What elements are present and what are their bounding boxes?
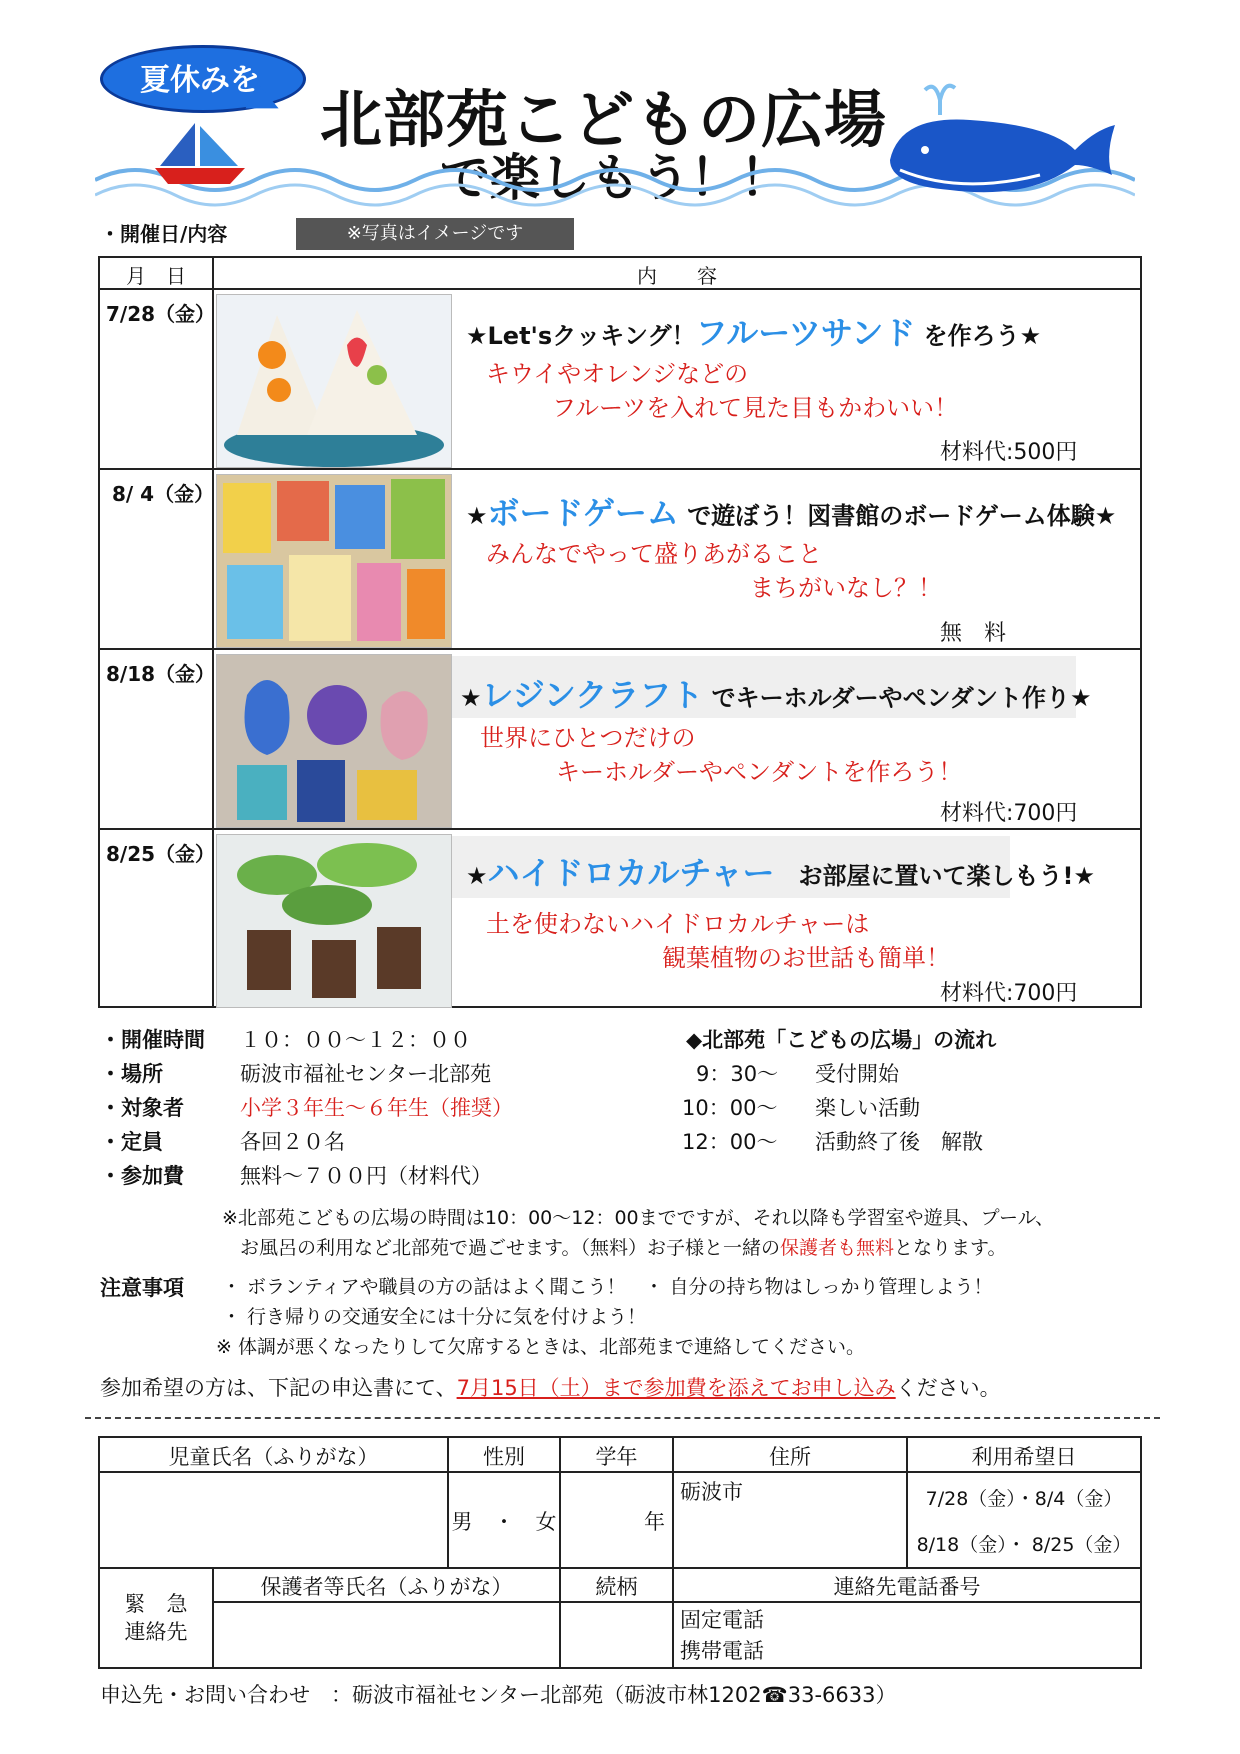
fee-label: ・参加費 xyxy=(100,1164,184,1188)
application-form xyxy=(98,1436,1142,1669)
row-divider xyxy=(100,648,1140,650)
event-desc-line1: 世界にひとつだけの xyxy=(480,724,696,752)
fruit-sandwich-photo xyxy=(216,294,452,468)
gender-label: 性別 xyxy=(483,1445,525,1469)
column-divider xyxy=(212,258,214,1006)
title-highlight: フルーツサンド xyxy=(695,314,916,352)
note-text: お風呂の利用など北部苑で過ごせます。（無料）お子様と一緒の xyxy=(240,1237,780,1259)
photo-note: ※写真はイメージです xyxy=(296,218,574,250)
flow-time: 10：00～ xyxy=(682,1096,778,1120)
col-header-content: 内 容 xyxy=(637,264,717,288)
event-title xyxy=(466,308,1041,354)
title-highlight: ボードゲーム xyxy=(487,494,679,532)
event-desc-line1: みんなでやって盛りあがること xyxy=(486,540,822,568)
event-fee: 材料代:700円 xyxy=(940,981,1078,1006)
target-value: 小学３年生～６年生（推奨） xyxy=(240,1096,513,1120)
flow-text: 活動終了後 解散 xyxy=(815,1130,983,1154)
row-date: 8/25（金） xyxy=(106,842,216,866)
caution-label: 注意事項 xyxy=(100,1276,184,1300)
title-suffix: お部屋に置いて楽しもう!★ xyxy=(774,862,1096,890)
caution-line: ・ 行き帰りの交通安全には十分に気を付けよう！ xyxy=(222,1306,647,1328)
page-subtitle: で楽しもう！！ xyxy=(440,149,790,207)
guardian-name-field[interactable] xyxy=(214,1603,559,1667)
event-title xyxy=(466,848,1095,894)
event-fee: 無 料 xyxy=(940,621,1007,646)
title-prefix: ★ xyxy=(466,502,488,530)
row-date: 8/ 4（金） xyxy=(112,482,215,506)
address-field[interactable]: 砺波市 xyxy=(680,1480,743,1504)
flow-text: 受付開始 xyxy=(815,1062,899,1086)
emergency-label: 連絡先 xyxy=(124,1620,188,1644)
title-prefix: ★ xyxy=(466,862,488,890)
caution-line: ・ ボランティアや職員の方の話はよく聞こう！ ・ 自分の持ち物はしっかり管理しよう！ xyxy=(222,1276,993,1298)
title-prefix: ★ xyxy=(460,684,482,712)
note-text: となります。 xyxy=(894,1237,1007,1259)
row-divider xyxy=(100,468,1140,470)
event-title xyxy=(460,670,1091,716)
event-desc-line1: キウイやオレンジなどの xyxy=(486,360,749,388)
apply-deadline: 7月15日（土）まで参加費を添えてお申し込み xyxy=(456,1376,896,1400)
event-desc-line1: 土を使わないハイドロカルチャーは xyxy=(486,910,870,938)
apply-text: 参加希望の方は、下記の申込書にて、 xyxy=(100,1376,457,1400)
flow-time: 9：30～ xyxy=(696,1062,779,1086)
dates-label: 利用希望日 xyxy=(971,1445,1077,1469)
child-name-field[interactable] xyxy=(100,1473,447,1567)
event-desc-line2: まちがいなし？！ xyxy=(750,574,942,602)
cut-line xyxy=(85,1417,1160,1419)
phone-label: 連絡先電話番号 xyxy=(833,1575,981,1599)
note-line1: ※北部苑こどもの広場の時間は10：00～12：00までですが、それ以降も学習室や遊具、プール、 xyxy=(222,1207,1055,1229)
relation-label: 続柄 xyxy=(595,1575,638,1599)
capacity-label: ・定員 xyxy=(100,1130,163,1154)
flow-title: ◆北部苑「こどもの広場」の流れ xyxy=(686,1028,997,1052)
note-line2 xyxy=(240,1233,1006,1260)
resin-craft-photo xyxy=(216,654,452,828)
sailboat-icon xyxy=(150,118,250,188)
hydroculture-photo xyxy=(216,834,452,1008)
row-divider xyxy=(100,288,1140,290)
event-fee: 材料代:700円 xyxy=(940,801,1078,826)
row-date: 8/18（金） xyxy=(106,662,216,686)
section-label: ・開催日/内容 xyxy=(100,222,228,246)
relation-field[interactable] xyxy=(561,1603,672,1667)
time-value: １０：００～１２：００ xyxy=(240,1028,471,1052)
event-desc-line2: フルーツを入れて見た目もかわいい！ xyxy=(552,394,959,422)
board-game-photo xyxy=(216,474,452,648)
title-highlight: レジンクラフト xyxy=(481,676,704,714)
time-label: ・開催時間 xyxy=(100,1028,205,1052)
title-suffix: でキーホルダーやペンダント作り★ xyxy=(703,684,1092,712)
capacity-value: 各回２０名 xyxy=(240,1130,345,1154)
note-highlight: 保護者も無料 xyxy=(779,1237,894,1259)
title-highlight: ハイドロカルチャー xyxy=(487,854,775,892)
schedule-table xyxy=(98,256,1142,1008)
guardian-label: 保護者等氏名（ふりがな） xyxy=(260,1575,513,1599)
col-header-date: 月 日 xyxy=(126,264,186,288)
row-divider xyxy=(100,828,1140,830)
form-divider xyxy=(100,1567,1140,1569)
apply-instruction xyxy=(100,1372,1001,1402)
grade-field[interactable]: 年 xyxy=(644,1510,665,1534)
target-label: ・対象者 xyxy=(100,1096,184,1120)
address-label: 住所 xyxy=(769,1445,811,1469)
place-label: ・場所 xyxy=(100,1062,163,1086)
event-fee: 材料代:500円 xyxy=(940,440,1078,465)
bubble-text: 夏休みを xyxy=(140,63,260,98)
gender-field[interactable]: 男 ・ 女 xyxy=(451,1510,557,1534)
name-label: 児童氏名（ふりがな） xyxy=(168,1445,379,1469)
row-date: 7/28（金） xyxy=(106,302,216,326)
title-suffix: を作ろう★ xyxy=(915,322,1042,350)
form-col-divider xyxy=(672,1438,674,1667)
caution-line: ※ 体調が悪くなったりして欠席するときは、北部苑まで連絡してください。 xyxy=(216,1336,865,1358)
event-title xyxy=(466,488,1116,534)
title-suffix: で遊ぼう！図書館のボードゲーム体験★ xyxy=(678,502,1117,530)
grade-label: 学年 xyxy=(595,1445,638,1469)
landline-field[interactable]: 固定電話 xyxy=(680,1608,764,1632)
event-desc-line2: 観葉植物のお世話も簡単！ xyxy=(662,944,950,972)
title-prefix: ★Let'sクッキング！ xyxy=(466,322,696,350)
place-value: 砺波市福祉センター北部苑 xyxy=(240,1062,492,1086)
whale-icon xyxy=(880,70,1120,210)
mobile-field[interactable]: 携帯電話 xyxy=(680,1639,764,1663)
apply-text: ください。 xyxy=(895,1376,1001,1400)
flow-time: 12：00～ xyxy=(682,1130,778,1154)
dates-option[interactable]: 7/28（金）・8/4（金） xyxy=(925,1488,1123,1510)
contact-info: 申込先・お問い合わせ ：砺波市福祉センター北部苑（砺波市林1202☎33-6633） xyxy=(100,1683,897,1707)
fee-value: 無料～７００円（材料代） xyxy=(240,1164,492,1188)
event-desc-line2: キーホルダーやペンダントを作ろう！ xyxy=(556,758,963,786)
emergency-label: 緊 急 xyxy=(124,1592,188,1616)
flow-text: 楽しい活動 xyxy=(815,1096,920,1120)
page-title: 北部苑こどもの広場 xyxy=(320,83,888,156)
dates-option[interactable]: 8/18（金）・ 8/25（金） xyxy=(916,1534,1132,1556)
